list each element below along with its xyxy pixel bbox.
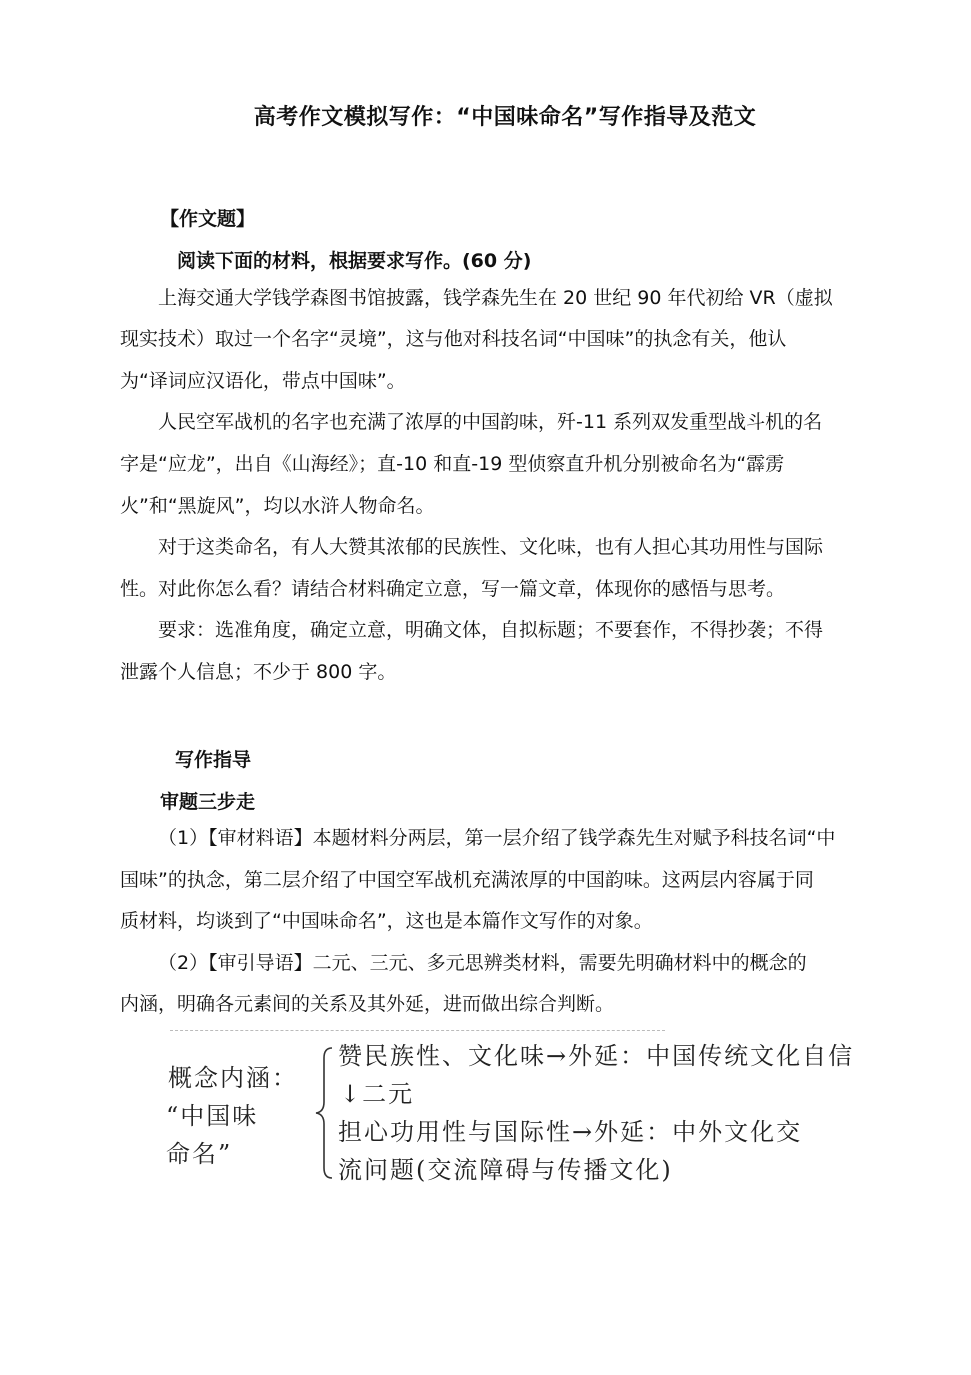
paragraph-line: （1）【审材料语】本题材料分两层，第一层介绍了钱学森先生对赋予科技名词“中 xyxy=(158,827,836,849)
diagram-relation: ↓二元 xyxy=(340,1080,415,1108)
paragraph-line: （2）【审引导语】二元、三元、多元思辨类材料，需要先明确材料中的概念的 xyxy=(158,952,807,974)
diagram-branch-2-cont: 流问题(交流障碍与传播文化) xyxy=(338,1156,673,1184)
paragraph-line: 人民空军战机的名字也充满了浓厚的中国韵味，歼-11 系列双发重型战斗机的名 xyxy=(158,411,823,433)
diagram-left-label: 概念内涵： xyxy=(168,1064,298,1092)
diagram-left-label: 命名” xyxy=(166,1140,233,1168)
paragraph-line: 性。对此你怎么看？请结合材料确定立意，写一篇文章，体现你的感悟与思考。 xyxy=(120,578,786,600)
paragraph-line: 国味”的执念，第二层介绍了中国空军战机充满浓厚的中国韵味。这两层内容属于同 xyxy=(120,869,814,891)
diagram-branch-1: 赞民族性、文化味→外延：中国传统文化自信 xyxy=(338,1042,855,1070)
paragraph-line: 内涵，明确各元素间的关系及其外延，进而做出综合判断。 xyxy=(120,993,615,1015)
paragraph-line: 火”和“黑旋风”，均以水浒人物命名。 xyxy=(120,495,435,517)
brace-icon xyxy=(312,1046,334,1180)
diagram-branch-2: 担心功用性与国际性→外延：中外文化交 xyxy=(338,1118,803,1146)
paragraph-line: 为“译词应汉语化，带点中国味”。 xyxy=(120,370,406,392)
paragraph-line: 泄露个人信息；不少于 800 字。 xyxy=(120,661,397,683)
diagram-left-label: “中国味 xyxy=(166,1102,259,1130)
paragraph-line: 上海交通大学钱学森图书馆披露，钱学森先生在 20 世纪 90 年代初给 VR（虚拟 xyxy=(158,287,833,309)
concept-diagram xyxy=(160,1030,940,1190)
paragraph-line: 要求：选准角度，确定立意，明确文体，自拟标题；不要套作，不得抄袭；不得 xyxy=(158,619,824,641)
document-title: 高考作文模拟写作：“中国味命名”写作指导及范文 xyxy=(253,105,757,130)
paragraph-line: 质材料，均谈到了“中国味命名”，这也是本篇作文写作的对象。 xyxy=(120,910,653,932)
guidance-subheading: 审题三步走 xyxy=(160,791,256,813)
guidance-heading: 写作指导 xyxy=(175,749,252,771)
prompt-instruction: 阅读下面的材料，根据要求写作。(60 分) xyxy=(177,250,532,272)
paragraph-line: 现实技术）取过一个名字“灵境”，这与他对科技名词“中国味”的执念有关，他认 xyxy=(120,328,787,350)
paragraph-line: 对于这类命名，有人大赞其浓郁的民族性、文化味，也有人担心其功用性与国际 xyxy=(158,536,824,558)
divider xyxy=(170,1030,665,1031)
paragraph-line: 字是“应龙”，出自《山海经》；直-10 和直-19 型侦察直升机分别被命名为“霹雳 xyxy=(120,453,785,475)
prompt-heading: 【作文题】 xyxy=(160,208,256,230)
